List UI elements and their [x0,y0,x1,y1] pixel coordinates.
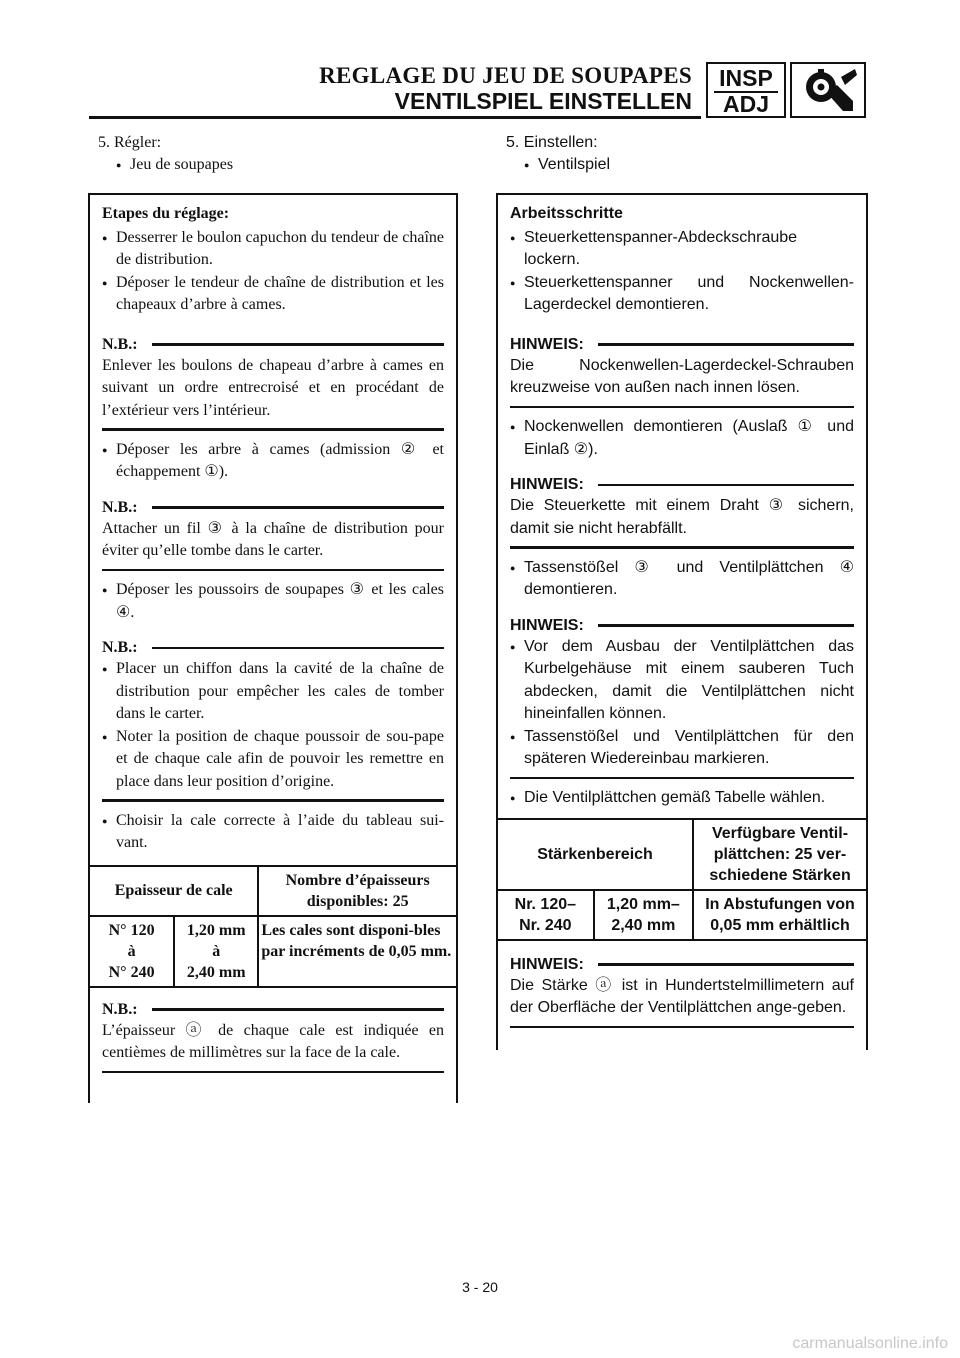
step-bullet: ● Steuerkettenspanner-Abdeckschraube lockern. [510,227,854,272]
note-block [510,616,854,780]
note-block [510,335,854,409]
procedure-box [88,193,458,1104]
note-text: Die Stärke ⓐ ist in Hundertstelmillimetern auf der Oberfläche der Ventilplättchen ange-geben. [510,976,854,1016]
note-label: N.B.: [102,498,138,516]
shim-table [90,865,456,988]
note-bullet: ● Tassenstößel und Ventilplättchen für den späteren Wiedereinbau markieren. [510,726,854,771]
box-title: Arbeitsschritte [510,204,623,222]
wrench-gauge-icon [790,62,866,118]
note-block [102,498,444,572]
note-label: N.B.: [102,1000,138,1018]
step-bullet: ● Desserrer le boulon capuchon du tendeur de chaîne de distribution. [102,227,444,272]
table-cell: Nr. 120– Nr. 240 [498,890,594,940]
sub-item: ● Jeu de soupapes [116,154,458,177]
note-bullet: ● Placer un chiffon dans la cavité de la chaîne de distribution pour empêcher les cales de tomber dans le carter. [102,658,444,726]
table-cell: In Abstufungen von 0,05 mm erhältlich [693,890,866,940]
step-bullet: ● Steuerkettenspanner und Nockenwellen-Lagerdeckel demontieren. [510,272,854,317]
step-bullet: ● Déposer les poussoirs de soupapes ③ et les cales ④. [102,579,444,624]
step-bullet: ● Déposer les arbre à cames (admission ② et échappement ①). [102,439,444,484]
note-text: L’épaisseur ⓐ de chaque cale est indiquée en centièmes de millimètres sur la face de la cale. [102,1021,444,1061]
step-bullet: ● Nockenwellen demontieren (Auslaß ① und Einlaß ②). [510,416,854,461]
note-block [102,638,444,802]
badge-adj: ADJ [722,91,769,117]
note-label: HINWEIS: [510,616,584,634]
note-label: HINWEIS: [510,476,584,493]
step-bullet: ● Die Ventilplättchen gemäß Tabelle wählen. [510,787,854,810]
step-5: 5. Régler: [98,134,162,151]
note-text: Enlever les boulons de chapeau d’arbre à cames en suivant un ordre entrecroisé et en procédant de l’extérieur vers l’intérieur. [102,356,444,419]
note-block [102,335,444,431]
table-cell: 1,20 mm– 2,40 mm [594,890,693,940]
table-cell: 1,20 mm à 2,40 mm [174,916,258,987]
note-text: Die Steuerkette mit einem Draht ③ sichern, damit sie nicht herabfällt. [510,497,854,537]
page-number: 3 - 20 [462,1279,498,1295]
note-block [510,475,854,549]
table-cell: N° 120 à N° 240 [90,916,174,987]
table-cell: Les cales sont disponi-bles par incréments de 0,05 mm. [258,916,456,987]
header-rule [89,116,701,119]
badge-insp: INSP [719,65,773,91]
french-column [88,130,458,1103]
note-block [102,1000,444,1074]
shim-table [498,818,866,941]
table-header: Nombre d’épaisseurs disponibles: 25 [258,866,456,916]
note-label: N.B.: [102,639,138,656]
note-label: HINWEIS: [510,335,584,353]
step-bullet: ● Déposer le tendeur de chaîne de distribution et les chapeaux d’arbre à cames. [102,272,444,317]
step-bullet: ● Choisir la cale correcte à l’aide du tableau sui-vant. [102,810,444,855]
box-title: Etapes du réglage: [102,204,230,222]
step-bullet: ● Tassenstößel ③ und Ventilplättchen ④ demontieren. [510,557,854,602]
page-header [0,0,960,130]
note-text: Die Nockenwellen-Lagerdeckel-Schrauben kreuzweise von außen nach innen lösen. [510,356,854,396]
title-german: VENTILSPIEL EINSTELLEN [394,88,692,114]
sub-item: ● Ventilspiel [524,154,868,177]
note-bullet: ● Vor dem Ausbau der Ventilplättchen das Kurbelgehäuse mit einem sauberen Tuch abdecken, damit die Ventilplättchen nicht hineinfallen können. [510,636,854,726]
note-label: HINWEIS: [510,955,584,973]
watermark: carmanualsonline.info [792,1335,948,1352]
german-column [496,130,868,1050]
note-bullet: ● Noter la position de chaque poussoir de sou-pape et de chaque cale afin de pouvoir les remettre en place dans leur position d’origine. [102,726,444,794]
table-header: Stärkenbereich [498,819,693,890]
note-text: Attacher un fil ③ à la chaîne de distribution pour éviter qu’elle tombe dans le carter. [102,519,444,559]
note-block [510,955,854,1029]
insp-adj-badge [706,62,786,118]
procedure-box [496,193,868,1051]
step-5: 5. Einstellen: [506,134,598,151]
table-header: Verfügbare Ventil-plättchen: 25 ver-schiedene Stärken [693,819,866,890]
title-french: REGLAGE DU JEU DE SOUPAPES [319,63,692,88]
table-header: Epaisseur de cale [90,866,258,916]
note-label: N.B.: [102,335,138,353]
